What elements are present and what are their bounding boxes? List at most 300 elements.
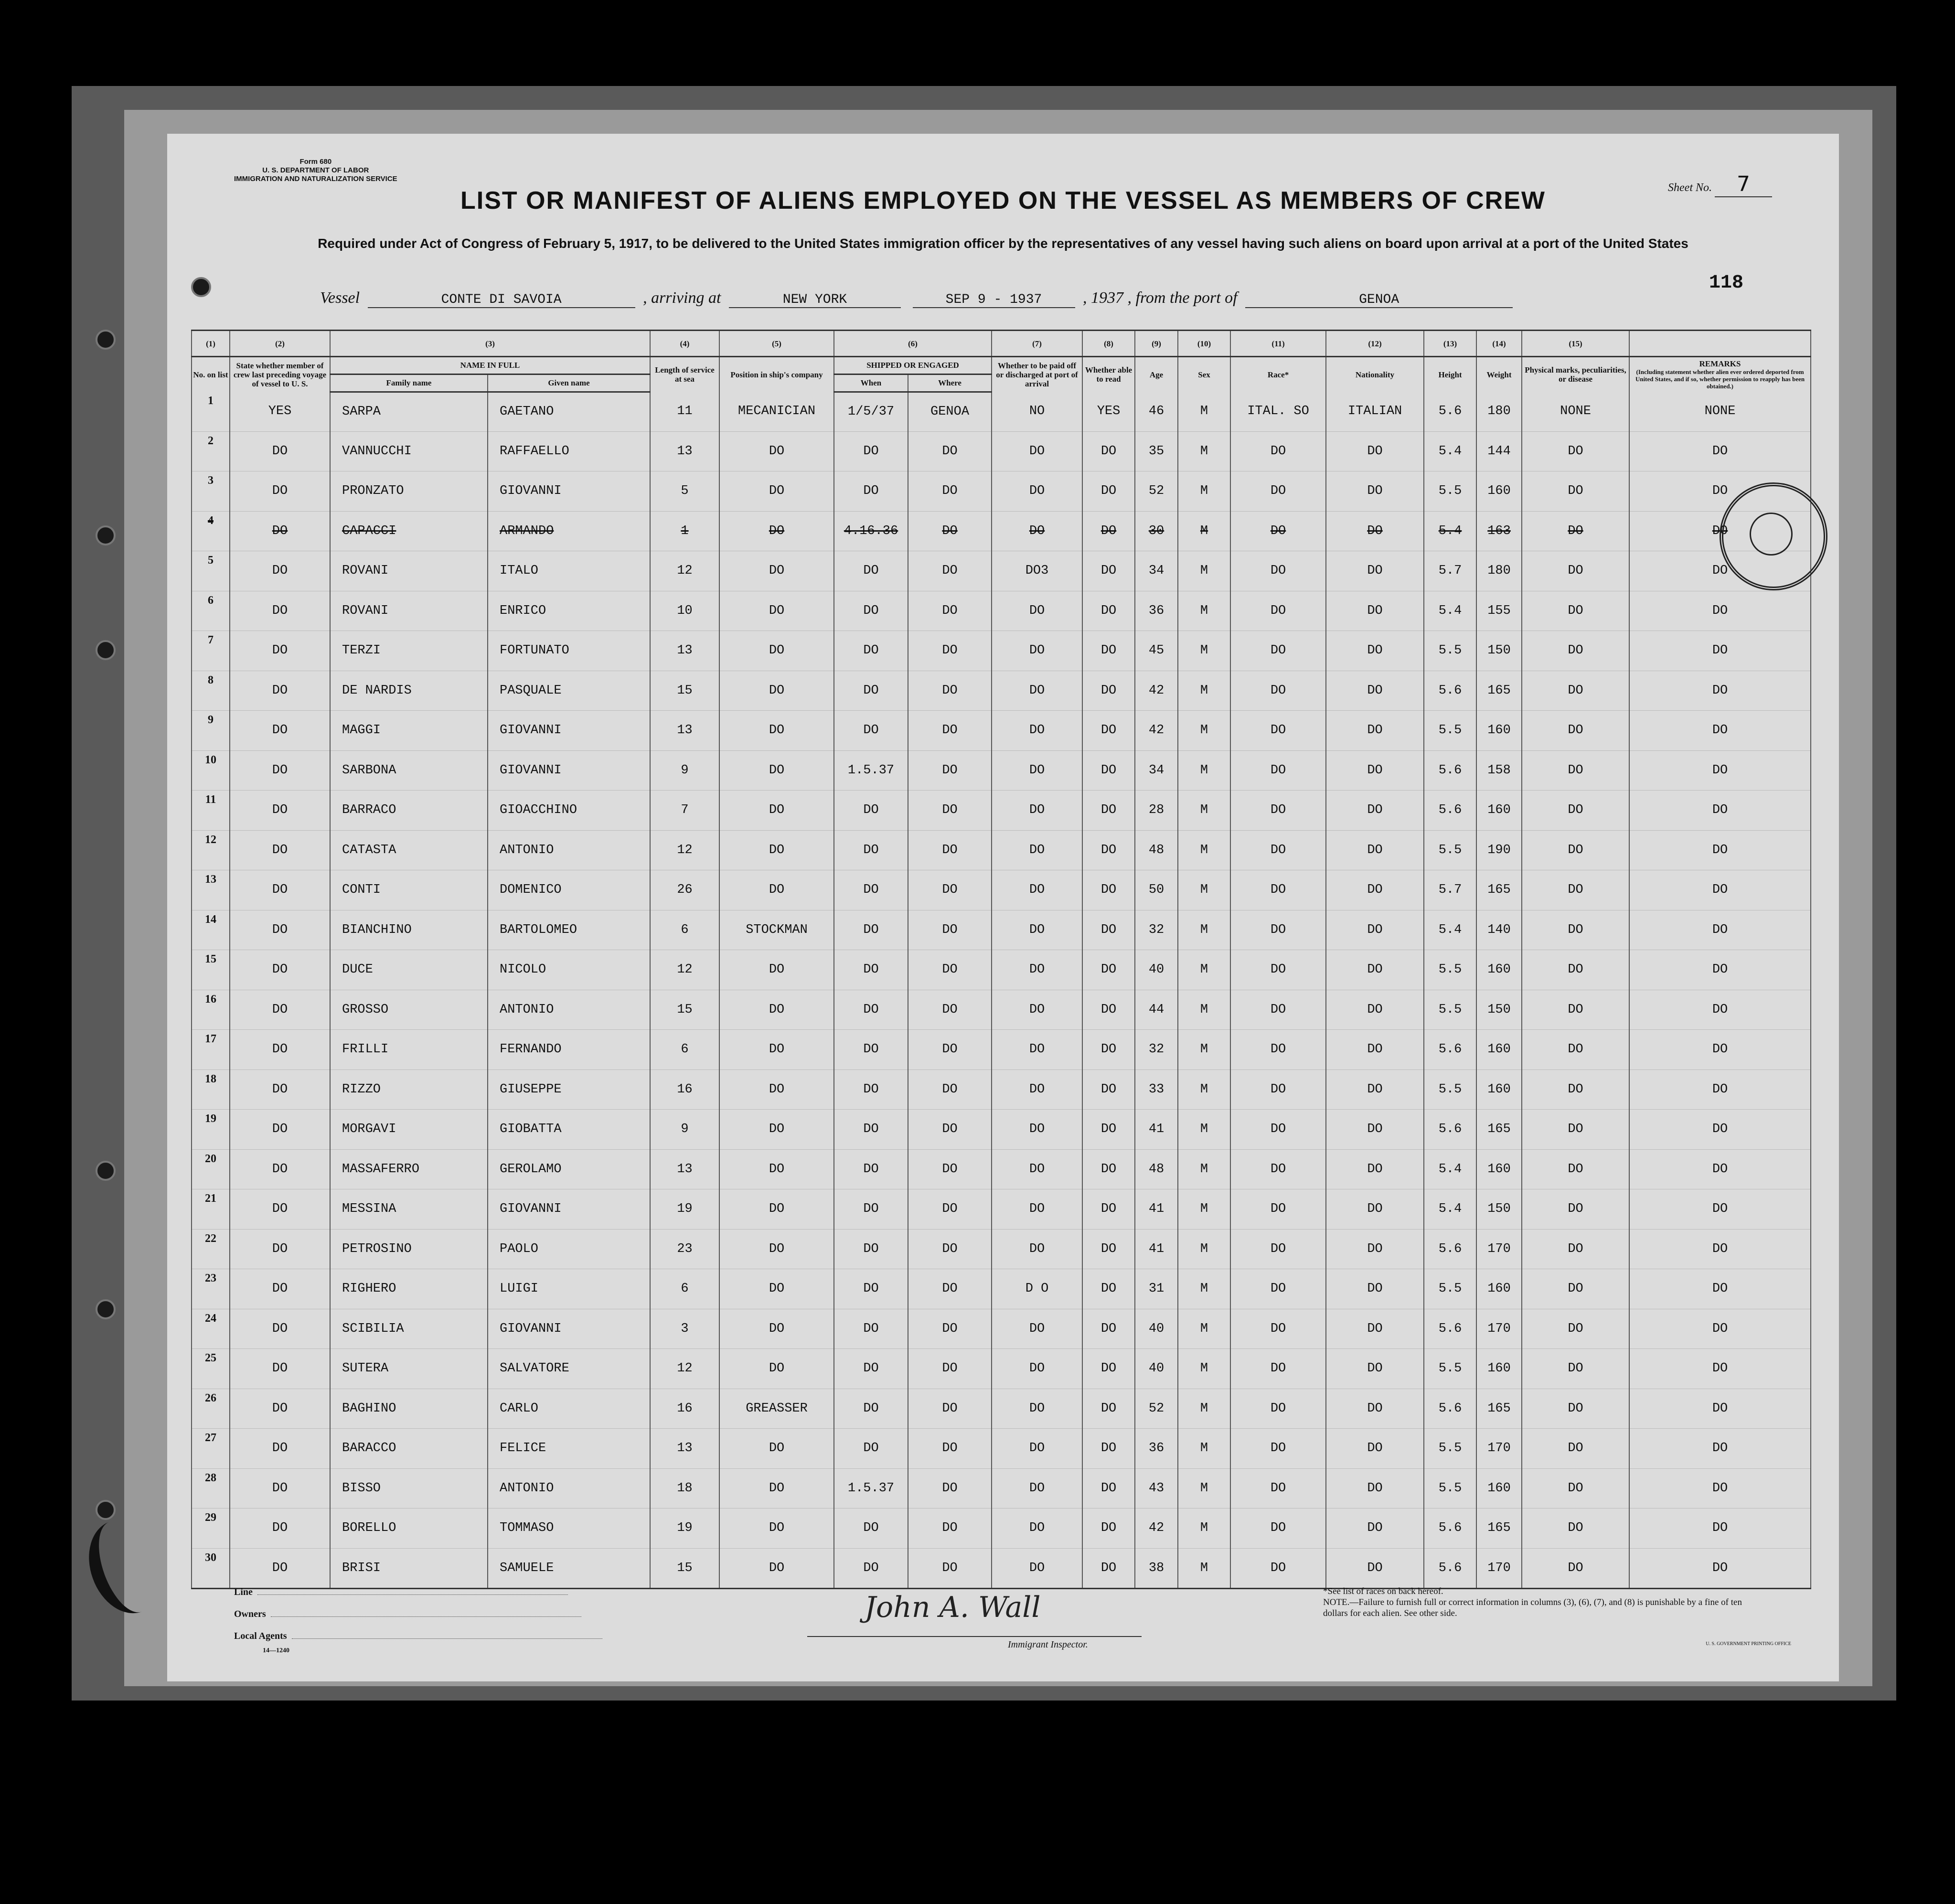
nationality-cell: DO: [1326, 511, 1424, 551]
col-num-11: (11): [1230, 331, 1326, 357]
race-cell: DO: [1230, 990, 1326, 1030]
remarks-cell: DO: [1629, 1349, 1811, 1389]
sex-cell: M: [1178, 1030, 1230, 1070]
height-cell: 5.6: [1424, 750, 1476, 791]
given-name-cell: ITALO: [488, 551, 650, 591]
physical-marks-cell: DO: [1522, 791, 1629, 831]
where-cell: DO: [908, 431, 992, 471]
prev-voyage-cell: DO: [230, 1548, 330, 1589]
sex-cell: M: [1178, 950, 1230, 990]
sheet-number-value: 7: [1715, 172, 1772, 197]
position-cell: STOCKMAN: [719, 910, 834, 950]
punch-hole: [96, 330, 116, 350]
length-service-cell: 13: [650, 431, 719, 471]
length-service-cell: 12: [650, 830, 719, 870]
paid-off-cell: DO: [992, 591, 1082, 631]
row-number: 14: [192, 910, 230, 950]
physical-marks-cell: DO: [1522, 1229, 1629, 1269]
able-read-cell: DO: [1082, 1548, 1135, 1589]
paid-off-cell: DO: [992, 1349, 1082, 1389]
nationality-cell: DO: [1326, 1189, 1424, 1230]
able-read-cell: DO: [1082, 1110, 1135, 1150]
race-cell: DO: [1230, 1269, 1326, 1309]
nationality-cell: DO: [1326, 1269, 1424, 1309]
col-num-15: (15): [1522, 331, 1629, 357]
row-number: 19: [192, 1110, 230, 1150]
height-cell: 5.6: [1424, 1110, 1476, 1150]
height-cell: 5.5: [1424, 631, 1476, 671]
nationality-cell: DO: [1326, 711, 1424, 751]
physical-marks-cell: DO: [1522, 950, 1629, 990]
given-name-cell: GIOACCHINO: [488, 791, 650, 831]
punch-hole: [96, 640, 116, 660]
weight-cell: 160: [1476, 950, 1522, 990]
paid-off-cell: DO3: [992, 551, 1082, 591]
row-number: 3: [192, 471, 230, 512]
table-row: [192, 471, 1811, 512]
inspector-label: Immigrant Inspector.: [1008, 1639, 1088, 1650]
paid-off-cell: DO: [992, 1309, 1082, 1349]
punch-hole: [96, 1161, 116, 1181]
manifest-sheet: [167, 134, 1839, 1681]
nationality-cell: DO: [1326, 910, 1424, 950]
given-name-cell: ANTONIO: [488, 830, 650, 870]
given-name-cell: FELICE: [488, 1429, 650, 1469]
where-cell: DO: [908, 1349, 992, 1389]
when-cell: DO: [834, 631, 908, 671]
race-cell: DO: [1230, 1429, 1326, 1469]
paid-off-cell: D O: [992, 1269, 1082, 1309]
table-row: [192, 1389, 1811, 1429]
where-cell: DO: [908, 1070, 992, 1110]
table-row: [192, 1309, 1811, 1349]
nationality-cell: ITALIAN: [1326, 392, 1424, 431]
race-cell: DO: [1230, 1309, 1326, 1349]
height-cell: 5.7: [1424, 870, 1476, 910]
able-read-cell: DO: [1082, 631, 1135, 671]
paid-off-cell: DO: [992, 990, 1082, 1030]
when-cell: DO: [834, 551, 908, 591]
given-name-cell: BARTOLOMEO: [488, 910, 650, 950]
able-read-cell: DO: [1082, 1269, 1135, 1309]
prev-voyage-cell: DO: [230, 950, 330, 990]
nationality-cell: DO: [1326, 750, 1424, 791]
row-number: 16: [192, 990, 230, 1030]
able-read-cell: DO: [1082, 1030, 1135, 1070]
given-name-cell: GIOVANNI: [488, 1309, 650, 1349]
weight-cell: 165: [1476, 1389, 1522, 1429]
when-cell: 1/5/37: [834, 392, 908, 431]
family-name-cell: SARPA: [330, 392, 488, 431]
table-row: [192, 511, 1811, 551]
family-name-cell: MASSAFERRO: [330, 1149, 488, 1189]
race-cell: DO: [1230, 910, 1326, 950]
sex-cell: M: [1178, 1149, 1230, 1189]
height-cell: 5.4: [1424, 910, 1476, 950]
where-cell: DO: [908, 591, 992, 631]
prev-voyage-cell: DO: [230, 431, 330, 471]
where-cell: DO: [908, 1149, 992, 1189]
length-service-cell: 15: [650, 671, 719, 711]
family-name-cell: BRISI: [330, 1548, 488, 1589]
nationality-cell: DO: [1326, 1030, 1424, 1070]
weight-cell: 160: [1476, 791, 1522, 831]
table-row: [192, 1189, 1811, 1230]
nationality-cell: DO: [1326, 1548, 1424, 1589]
header-race: Race*: [1230, 357, 1326, 392]
physical-marks-cell: DO: [1522, 1070, 1629, 1110]
family-name-cell: DUCE: [330, 950, 488, 990]
weight-cell: 165: [1476, 870, 1522, 910]
note-text: NOTE.—Failure to furnish full or correct information in columns (3), (6), (7), and (8) is punishable by a fine of ten dollars for each alien. See other side.: [1323, 1597, 1742, 1618]
row-number: 30: [192, 1548, 230, 1589]
paid-off-cell: DO: [992, 910, 1082, 950]
given-name-cell: SAMUELE: [488, 1548, 650, 1589]
able-read-cell: DO: [1082, 910, 1135, 950]
length-service-cell: 16: [650, 1389, 719, 1429]
table-row: [192, 870, 1811, 910]
prev-voyage-cell: DO: [230, 750, 330, 791]
sex-cell: M: [1178, 1309, 1230, 1349]
prev-voyage-cell: DO: [230, 671, 330, 711]
where-cell: DO: [908, 750, 992, 791]
physical-marks-cell: DO: [1522, 591, 1629, 631]
footer-line: [234, 1581, 602, 1603]
given-name-cell: CARLO: [488, 1389, 650, 1429]
family-name-cell: RIGHERO: [330, 1269, 488, 1309]
nationality-cell: DO: [1326, 1110, 1424, 1150]
row-number: 29: [192, 1508, 230, 1549]
age-cell: 33: [1135, 1070, 1178, 1110]
height-cell: 5.6: [1424, 1309, 1476, 1349]
height-cell: 5.5: [1424, 990, 1476, 1030]
agents-code: 14—1240: [263, 1647, 289, 1654]
when-cell: 4.16.36: [834, 511, 908, 551]
table-row: [192, 1508, 1811, 1549]
given-name-cell: PAOLO: [488, 1229, 650, 1269]
remarks-cell: DO: [1629, 1269, 1811, 1309]
when-cell: 1.5.37: [834, 750, 908, 791]
when-cell: DO: [834, 1030, 908, 1070]
age-cell: 34: [1135, 551, 1178, 591]
when-cell: DO: [834, 1229, 908, 1269]
sex-cell: M: [1178, 1189, 1230, 1230]
family-name-cell: SARBONA: [330, 750, 488, 791]
weight-cell: 160: [1476, 1070, 1522, 1110]
physical-marks-cell: DO: [1522, 1030, 1629, 1070]
family-name-cell: SUTERA: [330, 1349, 488, 1389]
age-cell: 44: [1135, 990, 1178, 1030]
length-service-cell: 19: [650, 1508, 719, 1549]
where-cell: DO: [908, 631, 992, 671]
physical-marks-cell: DO: [1522, 1548, 1629, 1589]
row-number: 2: [192, 431, 230, 471]
remarks-cell: DO: [1629, 1429, 1811, 1469]
header-position: Position in ship's company: [719, 357, 834, 392]
when-cell: DO: [834, 1149, 908, 1189]
table-row: [192, 631, 1811, 671]
given-name-cell: RAFFAELLO: [488, 431, 650, 471]
height-cell: 5.4: [1424, 511, 1476, 551]
given-name-cell: PASQUALE: [488, 671, 650, 711]
length-service-cell: 16: [650, 1070, 719, 1110]
age-cell: 38: [1135, 1548, 1178, 1589]
where-cell: DO: [908, 1269, 992, 1309]
where-cell: DO: [908, 551, 992, 591]
paid-off-cell: DO: [992, 1229, 1082, 1269]
height-cell: 5.5: [1424, 1070, 1476, 1110]
remarks-cell: NONE: [1629, 392, 1811, 431]
given-name-cell: FORTUNATO: [488, 631, 650, 671]
arriving-label: , arriving at: [643, 289, 721, 307]
position-cell: DO: [719, 950, 834, 990]
able-read-cell: DO: [1082, 551, 1135, 591]
row-number: 18: [192, 1070, 230, 1110]
weight-cell: 160: [1476, 1269, 1522, 1309]
position-cell: DO: [719, 1429, 834, 1469]
weight-cell: 150: [1476, 990, 1522, 1030]
stamp-number: 118: [1709, 272, 1743, 294]
note-races: *See list of races on back hereof.: [1323, 1586, 1443, 1596]
height-cell: 5.6: [1424, 1508, 1476, 1549]
age-cell: 36: [1135, 591, 1178, 631]
age-cell: 41: [1135, 1229, 1178, 1269]
sex-cell: M: [1178, 791, 1230, 831]
prev-voyage-cell: DO: [230, 1030, 330, 1070]
race-cell: DO: [1230, 511, 1326, 551]
from-port: GENOA: [1245, 292, 1513, 308]
page-title: LIST OR MANIFEST OF ALIENS EMPLOYED ON THE VESSEL AS MEMBERS OF CREW: [460, 187, 1546, 214]
length-service-cell: 3: [650, 1309, 719, 1349]
height-cell: 5.5: [1424, 1269, 1476, 1309]
when-cell: DO: [834, 431, 908, 471]
remarks-cell: DO: [1629, 1070, 1811, 1110]
where-cell: DO: [908, 511, 992, 551]
able-read-cell: DO: [1082, 1508, 1135, 1549]
where-cell: DO: [908, 1508, 992, 1549]
row-number: 22: [192, 1229, 230, 1269]
nationality-cell: DO: [1326, 551, 1424, 591]
paid-off-cell: DO: [992, 511, 1082, 551]
able-read-cell: DO: [1082, 1149, 1135, 1189]
age-cell: 41: [1135, 1110, 1178, 1150]
printing-office: U. S. GOVERNMENT PRINTING OFFICE: [1706, 1641, 1791, 1647]
sex-cell: M: [1178, 1468, 1230, 1508]
given-name-cell: ANTONIO: [488, 1468, 650, 1508]
family-name-cell: BISSO: [330, 1468, 488, 1508]
prev-voyage-cell: DO: [230, 1269, 330, 1309]
when-cell: DO: [834, 1309, 908, 1349]
header-age: Age: [1135, 357, 1178, 392]
remarks-cell: DO: [1629, 990, 1811, 1030]
height-cell: 5.5: [1424, 1429, 1476, 1469]
signature-line: [807, 1636, 1142, 1637]
sex-cell: M: [1178, 431, 1230, 471]
age-cell: 28: [1135, 791, 1178, 831]
physical-marks-cell: DO: [1522, 1349, 1629, 1389]
position-cell: DO: [719, 791, 834, 831]
where-cell: DO: [908, 1189, 992, 1230]
remarks-cell: DO: [1629, 1468, 1811, 1508]
age-cell: 30: [1135, 511, 1178, 551]
family-name-cell: PETROSINO: [330, 1229, 488, 1269]
height-cell: 5.6: [1424, 1389, 1476, 1429]
physical-marks-cell: DO: [1522, 1189, 1629, 1230]
weight-cell: 150: [1476, 631, 1522, 671]
when-cell: DO: [834, 671, 908, 711]
sex-cell: M: [1178, 551, 1230, 591]
when-cell: DO: [834, 1389, 908, 1429]
physical-marks-cell: DO: [1522, 431, 1629, 471]
position-cell: GREASSER: [719, 1389, 834, 1429]
row-number: 1: [192, 392, 230, 431]
col-num-remarks: [1629, 331, 1811, 357]
remarks-cell: DO: [1629, 830, 1811, 870]
age-cell: 48: [1135, 1149, 1178, 1189]
family-name-cell: SCIBILIA: [330, 1309, 488, 1349]
prev-voyage-cell: DO: [230, 1429, 330, 1469]
able-read-cell: DO: [1082, 990, 1135, 1030]
race-cell: DO: [1230, 551, 1326, 591]
paid-off-cell: DO: [992, 870, 1082, 910]
remarks-cell: DO: [1629, 471, 1811, 512]
race-cell: DO: [1230, 1389, 1326, 1429]
remarks-cell: DO: [1629, 1189, 1811, 1230]
able-read-cell: DO: [1082, 471, 1135, 512]
row-number: 4: [192, 511, 230, 551]
where-cell: DO: [908, 1309, 992, 1349]
able-read-cell: DO: [1082, 1309, 1135, 1349]
col-num-14: (14): [1476, 331, 1522, 357]
physical-marks-cell: DO: [1522, 631, 1629, 671]
age-cell: 40: [1135, 950, 1178, 990]
family-name-cell: VANNUCCHI: [330, 431, 488, 471]
race-cell: DO: [1230, 1189, 1326, 1230]
table-row: [192, 990, 1811, 1030]
family-name-cell: DE NARDIS: [330, 671, 488, 711]
table-row: [192, 392, 1811, 431]
remarks-cell: DO: [1629, 1508, 1811, 1549]
header-when: When: [834, 374, 908, 392]
height-cell: 5.6: [1424, 671, 1476, 711]
position-cell: DO: [719, 1548, 834, 1589]
given-name-cell: TOMMASO: [488, 1508, 650, 1549]
family-name-cell: RIZZO: [330, 1070, 488, 1110]
weight-cell: 170: [1476, 1548, 1522, 1589]
page-subtitle: Required under Act of Congress of February 5, 1917, to be delivered to the United States immigration officer by the representatives of any vessel having such aliens on board upon arrival at a port of the United States: [318, 236, 1688, 251]
weight-cell: 163: [1476, 511, 1522, 551]
table-row: [192, 671, 1811, 711]
col-num-2: (2): [230, 331, 330, 357]
weight-cell: 165: [1476, 671, 1522, 711]
weight-cell: 180: [1476, 392, 1522, 431]
where-cell: DO: [908, 1429, 992, 1469]
physical-marks-cell: DO: [1522, 1389, 1629, 1429]
nationality-cell: DO: [1326, 1149, 1424, 1189]
row-number: 5: [192, 551, 230, 591]
sex-cell: M: [1178, 1349, 1230, 1389]
position-cell: DO: [719, 750, 834, 791]
remarks-cell: DO: [1629, 1309, 1811, 1349]
able-read-cell: DO: [1082, 791, 1135, 831]
remarks-cell: DO: [1629, 791, 1811, 831]
where-cell: DO: [908, 791, 992, 831]
age-cell: 52: [1135, 471, 1178, 512]
when-cell: DO: [834, 990, 908, 1030]
header-nationality: Nationality: [1326, 357, 1424, 392]
prev-voyage-cell: DO: [230, 1229, 330, 1269]
header-no-on-list: No. on list: [192, 357, 230, 392]
arriving-port: NEW YORK: [729, 292, 901, 308]
remarks-cell: DO: [1629, 671, 1811, 711]
paid-off-cell: DO: [992, 1189, 1082, 1230]
table-row: [192, 591, 1811, 631]
prev-voyage-cell: DO: [230, 910, 330, 950]
height-cell: 5.4: [1424, 1149, 1476, 1189]
race-cell: DO: [1230, 631, 1326, 671]
col-num-4: (4): [650, 331, 719, 357]
prev-voyage-cell: DO: [230, 870, 330, 910]
prev-voyage-cell: DO: [230, 1508, 330, 1549]
physical-marks-cell: DO: [1522, 1309, 1629, 1349]
race-cell: DO: [1230, 1548, 1326, 1589]
sex-cell: M: [1178, 990, 1230, 1030]
race-cell: DO: [1230, 750, 1326, 791]
height-cell: 5.7: [1424, 551, 1476, 591]
inspector-signature-block: [807, 1581, 1189, 1662]
physical-marks-cell: DO: [1522, 711, 1629, 751]
physical-marks-cell: DO: [1522, 830, 1629, 870]
punch-hole: [96, 1500, 116, 1520]
prev-voyage-cell: DO: [230, 1070, 330, 1110]
position-cell: DO: [719, 631, 834, 671]
given-name-cell: GAETANO: [488, 392, 650, 431]
race-cell: DO: [1230, 711, 1326, 751]
header-physical-marks: Physical marks, peculiarities, or disease: [1522, 357, 1629, 392]
family-name-cell: CATASTA: [330, 830, 488, 870]
remarks-cell: DO: [1629, 431, 1811, 471]
paid-off-cell: DO: [992, 791, 1082, 831]
weight-cell: 165: [1476, 1508, 1522, 1549]
when-cell: DO: [834, 711, 908, 751]
weight-cell: 160: [1476, 1030, 1522, 1070]
paid-off-cell: DO: [992, 1070, 1082, 1110]
physical-marks-cell: DO: [1522, 1508, 1629, 1549]
remarks-cell: DO: [1629, 1030, 1811, 1070]
owners-label: Owners: [234, 1609, 266, 1619]
when-cell: DO: [834, 1429, 908, 1469]
given-name-cell: ANTONIO: [488, 990, 650, 1030]
position-cell: DO: [719, 990, 834, 1030]
when-cell: DO: [834, 1189, 908, 1230]
prev-voyage-cell: DO: [230, 791, 330, 831]
length-service-cell: 26: [650, 870, 719, 910]
given-name-cell: FERNANDO: [488, 1030, 650, 1070]
where-cell: DO: [908, 711, 992, 751]
length-service-cell: 5: [650, 471, 719, 512]
race-cell: DO: [1230, 1070, 1326, 1110]
position-cell: DO: [719, 1070, 834, 1110]
where-cell: DO: [908, 671, 992, 711]
footer-agents: [234, 1625, 602, 1647]
position-cell: DO: [719, 431, 834, 471]
when-cell: DO: [834, 870, 908, 910]
when-cell: DO: [834, 471, 908, 512]
remarks-cell: DO: [1629, 950, 1811, 990]
remarks-cell: DO: [1629, 1149, 1811, 1189]
age-cell: 42: [1135, 671, 1178, 711]
remarks-cell: DO: [1629, 711, 1811, 751]
